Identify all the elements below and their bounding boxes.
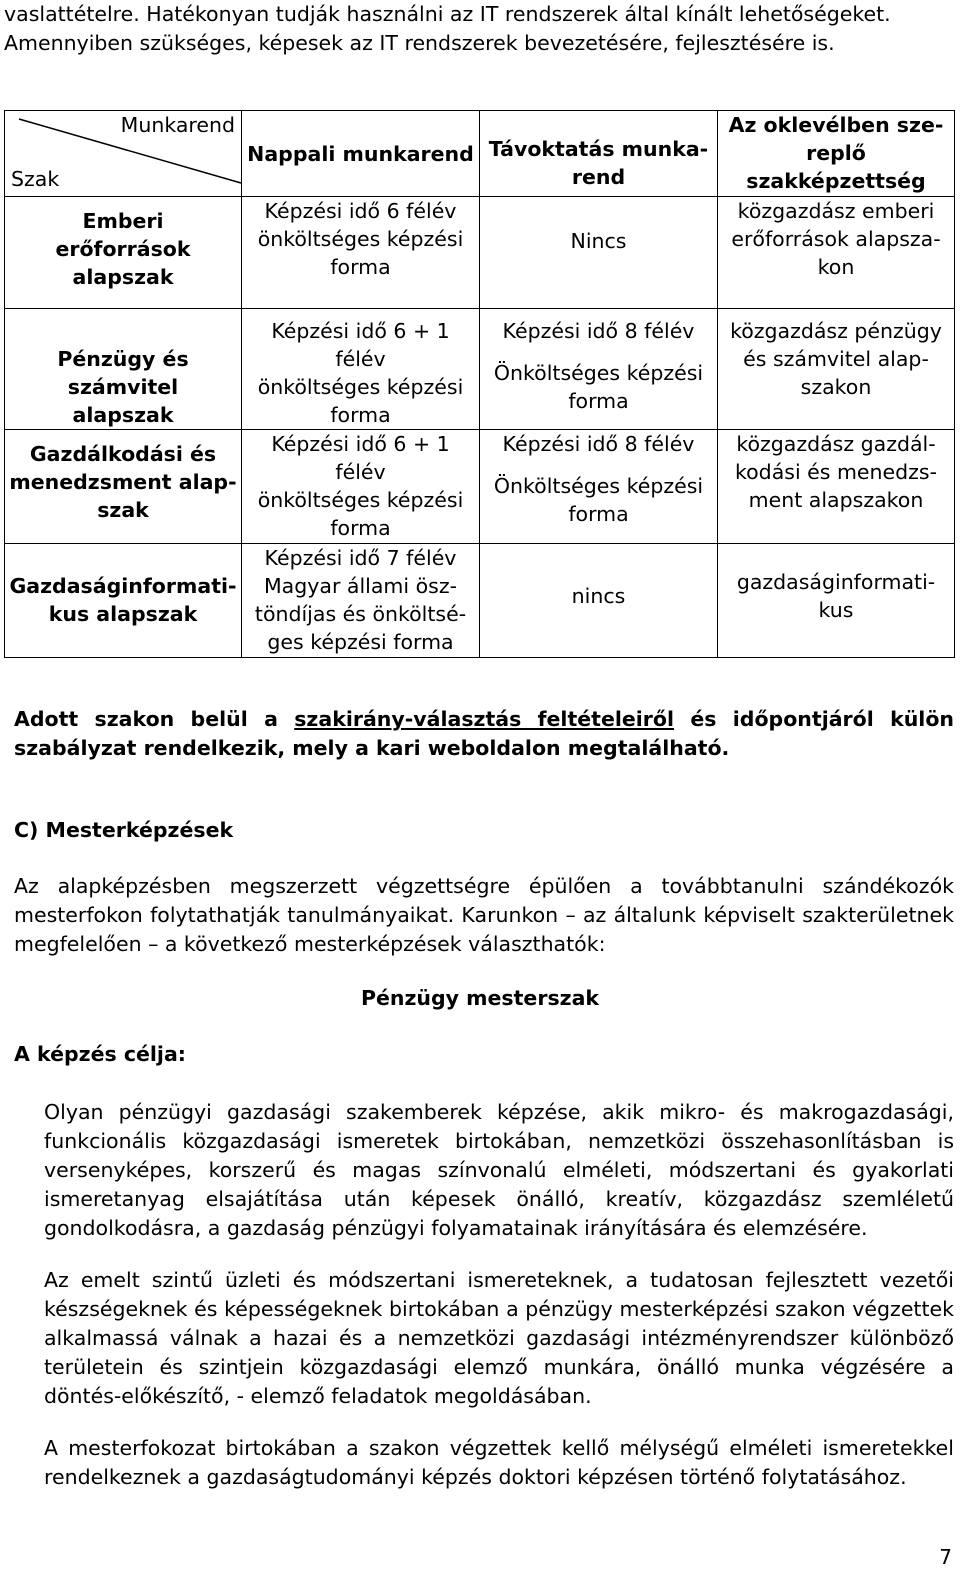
specialization-notice: Adott szakon belül a szakirány-választás feltételeiről és időpontjáról külön szabályzat rendelkezik, mely a kari weboldalon megtalálható. — [14, 707, 955, 760]
cell-nappali: Képzési idő 6 + 1 félév önköltséges képzési forma — [242, 430, 480, 544]
cell-oklevel: gazdaságinformati- kus — [718, 544, 955, 658]
page-number: 7 — [939, 1545, 952, 1569]
cell-tavoktatas: Nincs — [480, 197, 718, 309]
intro-line-2: Amennyiben szükséges, képesek az IT rendszerek bevezetésére, fejlesztésére is. — [4, 31, 835, 55]
cell-oklevel: közgazdász gazdál- kodási és menedzs- ment alapszakon — [718, 430, 955, 544]
cell-tavoktatas: nincs — [480, 544, 718, 658]
program-title: Pénzügy mesterszak — [360, 986, 600, 1010]
corner-label-szak: Szak — [11, 167, 60, 191]
table-row — [5, 197, 955, 309]
aim-label: A képzés célja: — [14, 1042, 186, 1066]
aim-paragraph: Az emelt szintű üzleti és módszertani ismereteknek, a tudatosan fejlesztett vezetői készségeknek és képességeknek birtokában a pénzügy mesterképzési szakon végzettek alkalmassá válnak a hazai és a nemzetközi gazdasági intézményrendszer különböző területein és szintjein közgazdasági elemző munkára, önálló munka végzésére a döntés-előkészítő, - elemző feladatok megoldásában. — [44, 1268, 954, 1408]
cell-szak: Emberi erőforrások alapszak — [5, 197, 242, 309]
cell-oklevel: közgazdász pénzügy és számvitel alap- szakon — [718, 309, 955, 430]
programs-table — [4, 110, 955, 658]
corner-label-munkarend: Munkarend — [120, 113, 235, 137]
cell-szak: Pénzügy és számvitel alapszak — [5, 309, 242, 430]
table-row — [5, 430, 955, 544]
table-row — [5, 544, 955, 658]
aim-paragraph: A mesterfokozat birtokában a szakon végzettek kellő mélységű elméleti ismeretekkel rendelkeznek a gazdaságtudományi képzés doktori képzésen történő folytatásához. — [44, 1436, 954, 1489]
cell-tavoktatas: Képzési idő 8 félév Önköltséges képzési forma — [480, 430, 718, 544]
header-tavoktatas: Távoktatás munka- rend — [480, 111, 718, 197]
aim-paragraph: Olyan pénzügyi gazdasági szakemberek képzése, akik mikro- és makrogazdasági, funkcionális közgazdasági ismeretek birtokában, nemzetközi összehasonlításban is versenyképes, korszerű és magas színvonalú elméleti, módszertani és gyakorlati ismeretanyag elsajátítása után képesek önálló, kreatív, közgazdász szemléletű gondolkodásra, a gazdaság pénzügyi folyamatainak irányítására és elemzésére. — [44, 1100, 954, 1240]
table-header-row — [5, 111, 955, 197]
cell-nappali: Képzési idő 6 félév önköltséges képzési forma — [242, 197, 480, 309]
cell-szak: Gazdálkodási és menedzsment alap- szak — [5, 430, 242, 544]
section-paragraph: Az alapképzésben megszerzett végzettségre épülően a továbbtanulni szándékozók mesterfokon folytathatják tanulmányaikat. Karunkon – az általunk képviselt szakterületnek megfelelően – a következő mesterképzések választhatók: — [14, 874, 954, 956]
corner-header-cell — [5, 111, 242, 197]
cell-tavoktatas: Képzési idő 8 félév Önköltséges képzési forma — [480, 309, 718, 430]
table-row — [5, 309, 955, 430]
intro-text — [4, 0, 954, 58]
cell-szak: Gazdaságinformati- kus alapszak — [5, 544, 242, 658]
cell-nappali: Képzési idő 7 félév Magyar állami ösz- töndíjas és önköltsé- ges képzési forma — [242, 544, 480, 658]
cell-oklevel: közgazdász emberi erőforrások alapsza- kon — [718, 197, 955, 309]
cell-nappali: Képzési idő 6 + 1 félév önköltséges képzési forma — [242, 309, 480, 430]
specialization-rules-link[interactable]: szakirány-választás feltételeiről — [294, 707, 675, 731]
intro-line-1: vaslattételre. Hatékonyan tudják használni az IT rendszerek által kínált lehetőségeket. — [4, 2, 891, 26]
header-oklevel: Az oklevélben sze- replő szakképzettség — [718, 111, 955, 197]
section-heading: C) Mesterképzések — [14, 818, 234, 842]
header-nappali: Nappali munkarend — [242, 111, 480, 197]
